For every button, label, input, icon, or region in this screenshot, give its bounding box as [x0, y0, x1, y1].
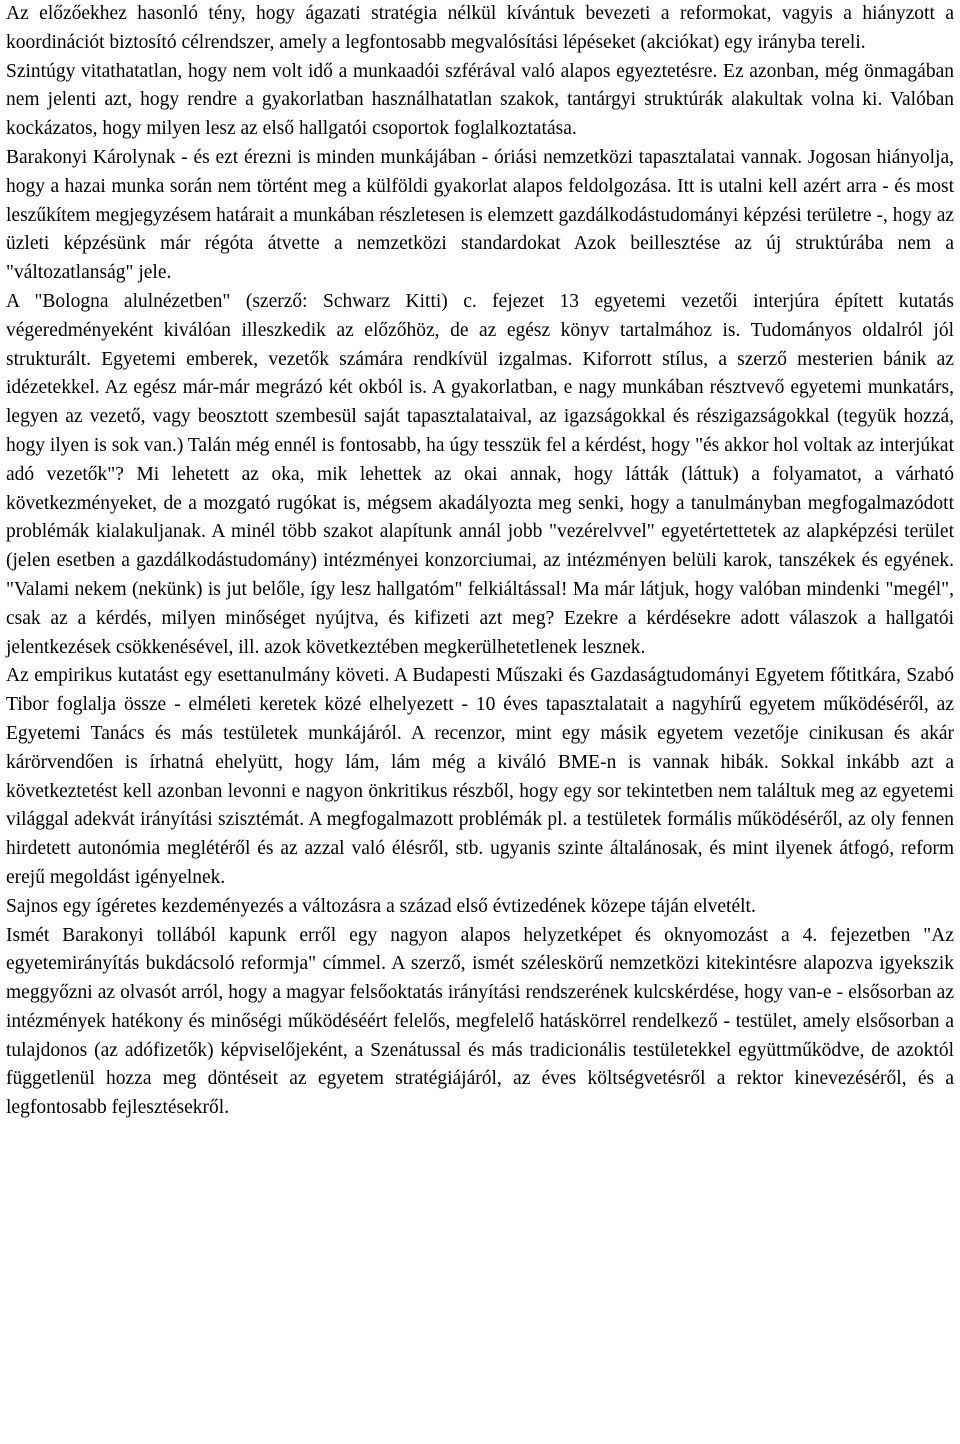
paragraph-case-study: Az empirikus kutatást egy esettanulmány követi. A Budapesti Műszaki és Gazdaságtudományi Egyetem főtitkára, Szabó Tibor foglalja össze - elméleti keretek közé elhelyezett - 10 éves tapasztalatait a nagyhírű egyetem működéséről, az Egyetemi Tanács és más testületek munkájáról. A recenzor, mint egy másik egyetem vezetője cinikusan és akár kárörvendően is írhatná ehelyütt, hogy lám, lám még a kiváló BME-n is vannak hibák. Sokkal inkább azt a következtetést kell azonban levonni e nagyon önkritikus részből, hogy egy sor tekintetben nem találtuk meg az egyetemi világgal adekvát irányítási szisztémát. A megfogalmazott problémák pl. a testületek formális működéséről, az oly fennen hirdetett autonómia meglétéről és az azzal való élésről, stb. ugyanis szinte általánosak, és mint ilyenek átfogó, reform erejű megoldást igényelnek. — [6, 665, 954, 888]
paragraph-barakonyi-experience: Barakonyi Károlynak - és ezt érezni is minden munkájában - óriási nemzetközi tapasztalatai vannak. Jogosan hiányolja, hogy a hazai munka során nem történt meg a külföldi gyakorlat alapos feldolgozása. Itt is utalni kell azért arra - és most leszűkítem megjegyzésem határait a munkában részletesen is elemzett gazdálkodástudományi képzési területre -, hogy az üzleti képzésünk már régóta átvette a nemzetközi standardokat Azok beillesztése az új struktúrába nem a "változatlanság" jele. — [6, 146, 954, 284]
paragraph-bologna-interviews: A "Bologna alulnézetben" (szerző: Schwarz Kitti) c. fejezet 13 egyetemi vezetői interjúra épített kutatás végeredményeként kiválóan illeszkedik az előzőhöz, de az egész könyv tartalmához is. Tudományos oldalról jól strukturált. Egyetemi emberek, vezetők számára rendkívül izgalmas. Kiforrott stílus, a szerző mesterien bánik az idézetekkel. Az egész már-már megrázó két okból is. A gyakorlatban, e nagy munkában résztvevő egyetemi munkatárs, legyen az vezető, vagy beosztott szembesül saját tapasztalataival, az igazságokkal és részigazságokkal (tegyük hozzá, hogy ilyen is sok van.) Talán még ennél is fontosabb, ha úgy tesszük fel a kérdést, hogy "és akkor hol voltak az interjúkat adó vezetők"? Mi lehetett az oka, mik lehettek az okai annak, hogy látták (láttuk) a folyamatot, a várható következményeket, de a mozgató rugókat is, mégsem akadályozta meg senki, hogy a tanulmányban megfogalmazódott problémák kialakuljanak. A minél több szakot alapítunk annál jobb "vezérelvvel" egyetértettetek az alapképzési terület (jelen esetben a gazdálkodástudomány) intézményei konzorciumai, az intézményen belüli karok, tanszékek és egyének. "Valami nekem (nekünk) is jut belőle, így lesz hallgatóm" felkiáltással! Ma már látjuk, hogy valóban mindenki "megél", csak az a kérdés, milyen minőséget nyújtva, és kifizeti azt meg? Ezekre a kérdésekre adott válaszok a hallgatói jelentkezések csökkenésével, ill. azok következtében megkerülhetetlenek lesznek. — [6, 290, 954, 658]
paragraph-initiative: Sajnos egy ígéretes kezdeményezés a változásra a század első évtizedének közepe táján elvetélt. — [6, 895, 756, 917]
paragraph-strategy: Az előzőekhez hasonló tény, hogy ágazati stratégia nélkül kívántuk bevezeti a reformokat, vagyis a hiányzott a koordinációt biztosító célrendszer, amely a legfontosabb megvalósítási lépéseket (akciókat) egy irányba tereli. — [6, 3, 954, 53]
paragraph-governance-reform: Ismét Barakonyi tollából kapunk erről egy nagyon alapos helyzetképet és oknyomozást a 4. fejezetben "Az egyetemirányítás bukdácsoló reformja" címmel. A szerző, ismét széleskörű nemzetközi kitekintésre alapozva igyekszik meggyőzni az olvasót arról, hogy a magyar felsőoktatás irányítási rendszerének kulcskérdése, hogy van-e - elsősorban az intézmények hatékony és minőségi működéséért felelős, megfelelő hatáskörrel rendelkező - testület, amely elsősorban a tulajdonos (az adófizetők) képviselőjeként, a Szenátussal és más tradicionális testületekkel együttműködve, de azoktól függetlenül hozza meg döntéseit az egyetem stratégiájáról, az éves költségvetésről a rektor kinevezéséről, és a legfontosabb fejlesztésekről. — [6, 924, 954, 1119]
paragraph-employers: Szintúgy vitathatatlan, hogy nem volt idő a munkaadói szférával való alapos egyeztetésre. Ez azonban, még önmagában nem jelenti azt, hogy rendre a gyakorlatban használhatatlan szakok, tantárgyi struktúrák alakultak volna ki. Valóban kockázatos, hogy milyen lesz az első hallgatói csoportok foglalkoztatása. — [6, 60, 954, 140]
